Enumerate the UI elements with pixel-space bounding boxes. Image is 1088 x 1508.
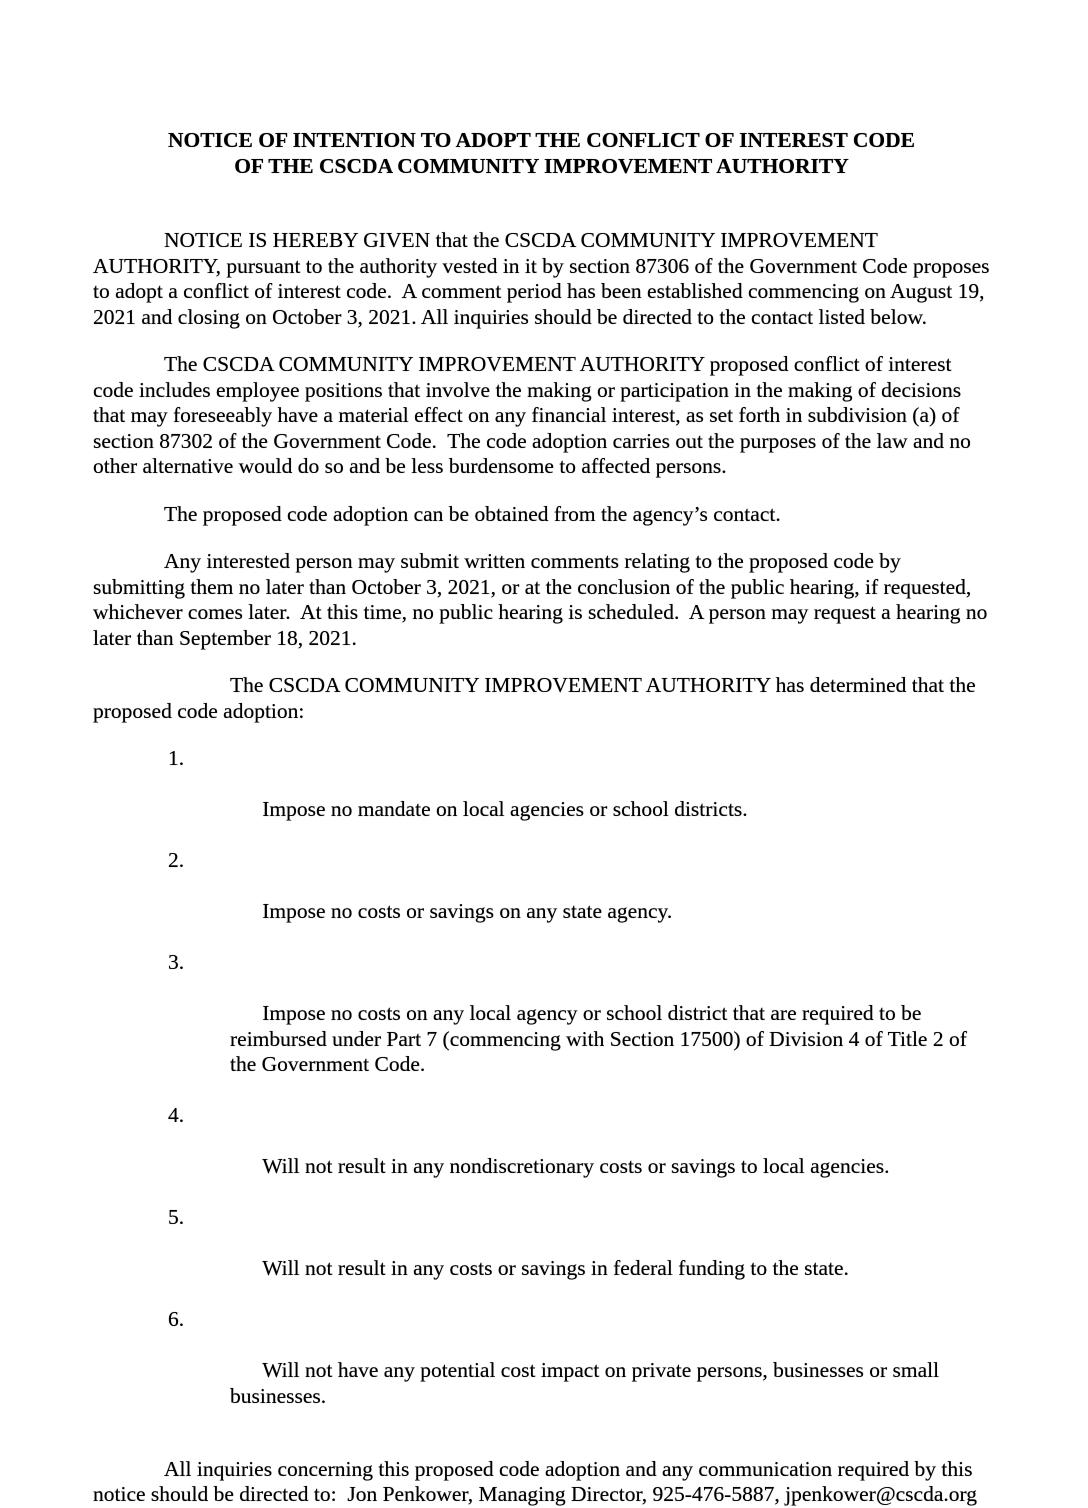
list-item-number: 2.	[168, 848, 185, 872]
list-item-4	[93, 1103, 990, 1205]
list-item-text: Will not result in any costs or savings in federal funding to the state.	[262, 1256, 849, 1280]
paragraph-comment-submission: Any interested person may submit written comments relating to the proposed code by submitting them no later than October 3, 2021, or at the conclusion of the public hearing, if requested, whichever comes later. At this time, no public hearing is scheduled. A person may request a hearing no later than September 18, 2021.	[93, 549, 993, 650]
list-item-3	[93, 950, 990, 1103]
paragraph-determination-intro: The CSCDA COMMUNITY IMPROVEMENT AUTHORITY has determined that the proposed code adoption:	[93, 673, 982, 723]
list-item-1	[93, 746, 990, 848]
list-item-5	[93, 1205, 990, 1307]
list-item-number: 6.	[168, 1307, 185, 1331]
list-item-text: Impose no mandate on local agencies or school districts.	[262, 797, 748, 821]
list-item-number: 3.	[168, 950, 185, 974]
list-item-number: 4.	[168, 1103, 185, 1127]
list-item-number: 1.	[168, 746, 185, 770]
paragraph-notice-given: NOTICE IS HEREBY GIVEN that the CSCDA COMMUNITY IMPROVEMENT AUTHORITY, pursuant to the authority vested in it by section 87306 of the Government Code proposes to adopt a conflict of interest code. A comment period has been established commencing on August 19, 2021 and closing on October 3, 2021. All inquiries should be directed to the contact listed below.	[93, 228, 995, 329]
document-title	[93, 128, 990, 179]
title-line-2: OF THE CSCDA COMMUNITY IMPROVEMENT AUTHORITY	[234, 153, 849, 178]
list-item-text: Will not result in any nondiscretionary costs or savings to local agencies.	[262, 1154, 890, 1178]
paragraph-code-description: The CSCDA COMMUNITY IMPROVEMENT AUTHORITY proposed conflict of interest code includes employee positions that involve the making or participation in the making of decisions that may foreseeably have a material effect on any financial interest, as set forth in subdivision (a) of section 87302 of the Government Code. The code adoption carries out the purposes of the law and no other alternative would do so and be less burdensome to affected persons.	[93, 352, 977, 478]
paragraph-obtain-code: The proposed code adoption can be obtained from the agency’s contact.	[164, 501, 781, 526]
list-item-text: Impose no costs on any local agency or school district that are required to be reimbursed under Part 7 (commencing with Section 17500) of Division 4 of Title 2 of the Government Code.	[230, 1001, 973, 1076]
list-item-number: 5.	[168, 1205, 185, 1229]
list-item-text: Will not have any potential cost impact on private persons, businesses or small businesses.	[230, 1358, 945, 1408]
list-item-6	[93, 1307, 990, 1435]
title-line-1: NOTICE OF INTENTION TO ADOPT THE CONFLICT OF INTEREST CODE	[168, 128, 915, 152]
findings-list	[93, 746, 990, 1435]
list-item-2	[93, 848, 990, 950]
list-item-text: Impose no costs or savings on any state agency.	[262, 899, 673, 923]
paragraph-contact-info: All inquiries concerning this proposed code adoption and any communication required by this notice should be directed to: Jon Penkower, Managing Director, 925-476-5887, jpenkower@cscda.org	[93, 1456, 978, 1506]
